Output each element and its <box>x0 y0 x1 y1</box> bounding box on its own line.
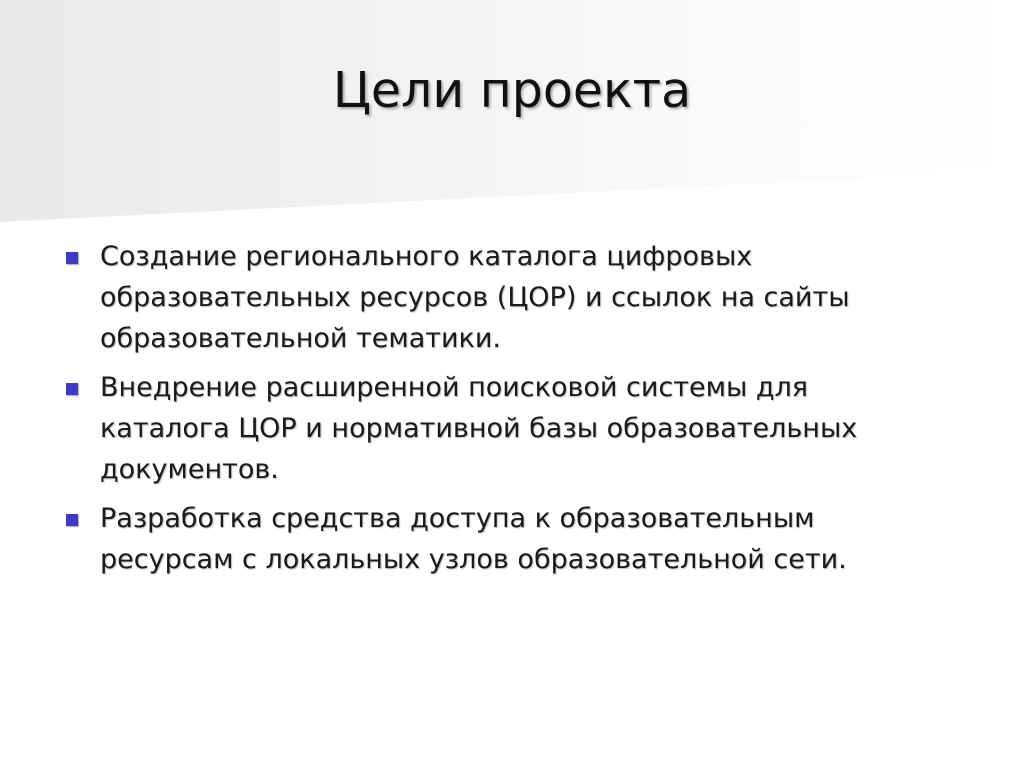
bullet-item <box>65 236 965 359</box>
square-bullet-icon <box>66 252 78 264</box>
bullet-item <box>65 498 965 580</box>
bullet-text <box>100 498 965 580</box>
bullet-item <box>65 367 965 490</box>
bullet-line: Разработка средства доступа к образовательным <box>100 503 815 534</box>
square-bullet-icon <box>66 383 78 395</box>
bullet-line: образовательной тематики. <box>100 323 501 354</box>
bullet-list <box>65 236 965 588</box>
bullet-text <box>100 236 965 359</box>
slide-title: Цели проекта <box>332 62 692 119</box>
bullet-line: Создание регионального каталога цифровых <box>100 241 753 272</box>
bullet-line: Внедрение расширенной поисковой системы для <box>100 372 809 403</box>
bullet-line: каталога ЦОР и нормативной базы образовательных <box>100 413 858 444</box>
bullet-text <box>100 367 965 490</box>
square-bullet-icon <box>66 514 78 526</box>
bullet-line: ресурсам с локальных узлов образовательной сети. <box>100 544 847 575</box>
bullet-line: образовательных ресурсов (ЦОР) и ссылок на сайты <box>100 282 850 313</box>
bullet-line: документов. <box>100 454 279 485</box>
